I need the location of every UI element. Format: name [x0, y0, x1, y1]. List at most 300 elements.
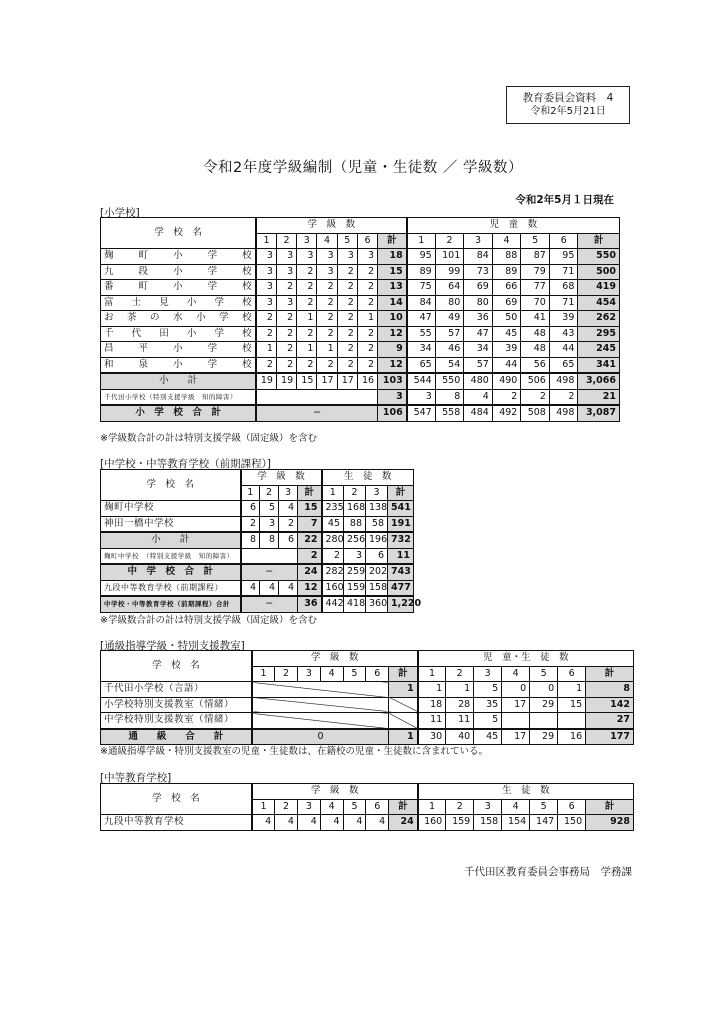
class-count: 5 — [260, 501, 279, 517]
class-count: 2 — [297, 280, 317, 296]
column-header-grade: 1 — [418, 799, 446, 815]
column-header-grade: 1 — [252, 666, 275, 682]
student-count: 34 — [464, 342, 493, 358]
column-header-total: 計 — [389, 666, 418, 682]
class-count: 2 — [256, 311, 276, 327]
column-header-grade: 1 — [241, 485, 260, 501]
class-count: 8 — [260, 532, 279, 548]
student-count: 4 — [464, 389, 493, 405]
class-count: 3 — [256, 264, 276, 280]
student-count: 80 — [464, 295, 493, 311]
school-name: 九段中等教育学校（前期課程） — [101, 580, 241, 596]
school-name: 千代田小学校（言語） — [101, 682, 252, 698]
tsukyu-note: ※通級指導学級・特別支援教室の児童・生徒数は、在籍校の児童・生徒数に含まれている。 — [100, 746, 488, 757]
class-count: 8 — [241, 532, 260, 548]
school-name: 番町小学校 — [101, 280, 257, 296]
student-count — [530, 713, 558, 729]
student-total: 142 — [586, 697, 634, 713]
student-count: 44 — [549, 342, 578, 358]
student-count: 196 — [366, 532, 388, 548]
student-total: 419 — [578, 280, 620, 296]
student-count: 77 — [521, 280, 550, 296]
table-row — [101, 311, 620, 327]
column-header-grade: 3 — [366, 485, 388, 501]
header-row — [101, 784, 634, 800]
student-total: 541 — [388, 501, 414, 517]
class-count: 2 — [317, 311, 337, 327]
class-count: 2 — [297, 264, 317, 280]
class-total — [389, 697, 418, 713]
special-needs-row — [101, 548, 453, 564]
student-count: 508 — [521, 405, 550, 421]
student-count: 11 — [446, 713, 474, 729]
class-count: 4 — [320, 815, 343, 831]
column-header-school-name: 学 校 名 — [101, 218, 257, 249]
student-total: 454 — [578, 295, 620, 311]
class-count: 2 — [276, 357, 296, 373]
column-header-total: 計 — [586, 799, 634, 815]
class-count: 17 — [337, 373, 357, 389]
header-row — [101, 470, 453, 486]
class-count: 2 — [297, 357, 317, 373]
student-count: 147 — [530, 815, 558, 831]
student-count: 44 — [492, 357, 521, 373]
column-header-grade: 6 — [558, 666, 586, 682]
column-header-grade: 4 — [502, 666, 530, 682]
column-header-grade: 2 — [446, 666, 474, 682]
column-header-grade: 2 — [260, 485, 279, 501]
column-header-students: 児 童 数 — [407, 218, 620, 234]
student-count: 84 — [464, 249, 493, 265]
class-count: 2 — [276, 326, 296, 342]
column-header-grade: 3 — [297, 666, 320, 682]
column-header-grade: 1 — [256, 233, 276, 249]
special-class-label: 千代田小学校（特別支援学級 知的障害） — [101, 389, 257, 405]
student-count: 159 — [344, 580, 366, 596]
column-header-total: 計 — [388, 485, 414, 501]
zero-cell: 0 — [252, 729, 389, 745]
student-count — [502, 713, 530, 729]
student-count: 5 — [474, 682, 502, 698]
class-count: 2 — [357, 295, 377, 311]
student-count: 1 — [446, 682, 474, 698]
school-name: 昌平小学校 — [101, 342, 257, 358]
class-count: 4 — [260, 580, 279, 596]
table-row — [101, 249, 620, 265]
student-count: 256 — [344, 532, 366, 548]
student-count: 45 — [322, 516, 344, 532]
class-count: 16 — [357, 373, 377, 389]
total-row — [101, 564, 453, 580]
class-count: 2 — [357, 342, 377, 358]
student-count: 34 — [407, 342, 436, 358]
column-header-students: 児 童・生 徒 数 — [418, 651, 634, 667]
column-header-grade: 2 — [275, 666, 298, 682]
student-count: 64 — [435, 280, 464, 296]
class-count: 2 — [357, 357, 377, 373]
school-name: 和泉小学校 — [101, 357, 257, 373]
student-count: 39 — [492, 342, 521, 358]
class-count: 4 — [343, 815, 366, 831]
column-header-grade: 1 — [322, 485, 344, 501]
student-count: 11 — [418, 713, 446, 729]
student-count: 442 — [322, 596, 344, 612]
column-header-grade: 3 — [474, 799, 502, 815]
student-total: 295 — [578, 326, 620, 342]
class-count: 2 — [337, 342, 357, 358]
class-total: 15 — [298, 501, 322, 517]
column-header-grade: 6 — [549, 233, 578, 249]
student-total: 3,066 — [578, 373, 620, 389]
class-count: 2 — [317, 357, 337, 373]
student-count: 2 — [492, 389, 521, 405]
column-header-grade: 6 — [357, 233, 377, 249]
student-count: 36 — [464, 311, 493, 327]
elementary-note: ※学級数合計の計は特別支援学級（固定級）を含む — [100, 433, 317, 444]
student-count: 2 — [549, 389, 578, 405]
student-total: 191 — [388, 516, 414, 532]
grand-total-label: 小 学 校 合 計 — [101, 405, 257, 421]
column-header-school-name: 学 校 名 — [101, 470, 241, 501]
student-total: 550 — [578, 249, 620, 265]
column-header-grade: 3 — [297, 233, 317, 249]
subtotal-row — [101, 373, 620, 389]
class-total: 14 — [378, 295, 407, 311]
class-total: 12 — [298, 580, 322, 596]
class-total: 12 — [378, 326, 407, 342]
header-row — [101, 218, 620, 234]
student-count: 2 — [521, 389, 550, 405]
student-count: 80 — [435, 295, 464, 311]
column-header-total: 計 — [389, 799, 418, 815]
class-count: 2 — [279, 516, 298, 532]
school-name: 麹町中学校 — [101, 501, 241, 517]
student-count: 150 — [558, 815, 586, 831]
column-header-grade: 3 — [474, 666, 502, 682]
class-total: 103 — [378, 373, 407, 389]
student-count: 418 — [344, 596, 366, 612]
class-count: 2 — [337, 264, 357, 280]
class-count: 2 — [357, 280, 377, 296]
table-row — [101, 501, 453, 517]
class-count: 1 — [256, 342, 276, 358]
combined-total-label: 中学校・中等教育学校（前期課程）合計 — [101, 596, 241, 612]
empty-diagonal-cell — [252, 697, 389, 713]
student-count: 202 — [366, 564, 388, 580]
column-header-grade: 1 — [252, 799, 275, 815]
column-header-grade: 4 — [320, 799, 343, 815]
school-name: 麹町小学校 — [101, 249, 257, 265]
student-total: 11 — [388, 548, 414, 564]
tsukyu-table — [100, 650, 634, 745]
column-header-grade: 5 — [343, 799, 366, 815]
column-header-grade: 2 — [344, 485, 366, 501]
class-count: 4 — [279, 501, 298, 517]
class-total: 1 — [389, 729, 418, 745]
column-header-grade: 6 — [558, 799, 586, 815]
class-count: 2 — [357, 326, 377, 342]
column-header-total: 計 — [378, 233, 407, 249]
school-name: 神田一橋中学校 — [101, 516, 241, 532]
school-name: 富士見小学校 — [101, 295, 257, 311]
student-total: 477 — [388, 580, 414, 596]
student-count: 88 — [492, 249, 521, 265]
student-count: 30 — [418, 729, 446, 745]
class-count: 4 — [241, 580, 260, 596]
student-count — [558, 713, 586, 729]
column-header-students: 生 徒 数 — [418, 784, 634, 800]
class-total: 36 — [298, 596, 322, 612]
table-row — [101, 357, 620, 373]
class-count: 3 — [276, 249, 296, 265]
student-count: 3 — [407, 389, 436, 405]
column-header-grade: 6 — [366, 666, 389, 682]
student-count: 70 — [521, 295, 550, 311]
class-count: 19 — [276, 373, 296, 389]
student-count: 71 — [549, 264, 578, 280]
student-count: 1 — [558, 682, 586, 698]
class-total: 9 — [378, 342, 407, 358]
class-count: 2 — [337, 295, 357, 311]
junior-total-label: 中 学 校 合 計 — [101, 564, 241, 580]
class-count: 17 — [317, 373, 337, 389]
class-count: 1 — [297, 311, 317, 327]
student-count: 95 — [549, 249, 578, 265]
grand-total-row — [101, 405, 620, 421]
student-count: 40 — [446, 729, 474, 745]
student-count: 29 — [530, 729, 558, 745]
table-row — [101, 516, 453, 532]
student-count: 48 — [521, 342, 550, 358]
column-header-grade: 5 — [530, 666, 558, 682]
student-total: 3,087 — [578, 405, 620, 421]
class-count: 3 — [256, 249, 276, 265]
class-count: 3 — [357, 249, 377, 265]
column-header-total: 計 — [298, 485, 322, 501]
student-total: 8 — [586, 682, 634, 698]
student-total: 743 — [388, 564, 414, 580]
column-header-classes: 学 級 数 — [252, 784, 418, 800]
class-count: 3 — [297, 249, 317, 265]
footer-department: 千代田区教育委員会事務局 学務課 — [464, 866, 632, 878]
student-count: 45 — [474, 729, 502, 745]
class-count: 3 — [260, 516, 279, 532]
student-count: 49 — [435, 311, 464, 327]
class-total: 2 — [298, 548, 322, 564]
student-total: 177 — [586, 729, 634, 745]
empty-cell — [256, 389, 377, 405]
tsukyu-section-label: [通級指導学級・特別支援教室] — [100, 640, 245, 652]
student-count: 550 — [435, 373, 464, 389]
column-header-grade: 4 — [502, 799, 530, 815]
student-count: 65 — [407, 357, 436, 373]
student-count: 484 — [464, 405, 493, 421]
dash-cell: − — [241, 596, 298, 612]
student-total: 262 — [578, 311, 620, 327]
table-row — [101, 295, 620, 311]
student-count: 2 — [322, 548, 344, 564]
student-count: 69 — [492, 295, 521, 311]
student-count: 50 — [492, 311, 521, 327]
class-count: 2 — [317, 326, 337, 342]
class-count: 3 — [276, 264, 296, 280]
student-count: 3 — [344, 548, 366, 564]
student-count: 138 — [366, 501, 388, 517]
student-count: 259 — [344, 564, 366, 580]
student-total: 1,220 — [388, 596, 414, 612]
student-count: 18 — [418, 697, 446, 713]
student-count: 5 — [474, 713, 502, 729]
school-name: 九段小学校 — [101, 264, 257, 280]
column-header-grade: 4 — [492, 233, 521, 249]
column-header-students: 生 徒 数 — [322, 470, 414, 486]
student-count: 490 — [492, 373, 521, 389]
student-count: 282 — [322, 564, 344, 580]
class-count: 2 — [256, 326, 276, 342]
column-header-grade: 5 — [530, 799, 558, 815]
student-count: 0 — [530, 682, 558, 698]
column-header-grade: 1 — [407, 233, 436, 249]
student-total: 27 — [586, 713, 634, 729]
school-name: 千代田小学校 — [101, 326, 257, 342]
class-count: 2 — [241, 516, 260, 532]
school-name: 中学校特別支援教室（情緒） — [101, 713, 252, 729]
student-count: 360 — [366, 596, 388, 612]
class-count: 2 — [276, 342, 296, 358]
student-count: 154 — [502, 815, 530, 831]
column-header-grade: 4 — [320, 666, 343, 682]
junior-note: ※学級数合計の計は特別支援学級（固定級）を含む — [100, 615, 317, 626]
student-total: 732 — [388, 532, 414, 548]
special-class-label: 麹町中学校 （特別支援学級 知的障害） — [101, 548, 241, 564]
subtotal-row — [101, 532, 453, 548]
column-header-grade: 3 — [279, 485, 298, 501]
student-count: 39 — [549, 311, 578, 327]
student-count: 159 — [446, 815, 474, 831]
class-count: 2 — [317, 280, 337, 296]
class-count: 2 — [337, 311, 357, 327]
student-total: 341 — [578, 357, 620, 373]
class-count: 2 — [317, 295, 337, 311]
class-total: 10 — [378, 311, 407, 327]
column-header-grade: 3 — [464, 233, 493, 249]
student-count: 558 — [435, 405, 464, 421]
student-count: 75 — [407, 280, 436, 296]
student-count: 8 — [435, 389, 464, 405]
class-count: 3 — [276, 295, 296, 311]
student-count: 88 — [344, 516, 366, 532]
class-count: 4 — [275, 815, 298, 831]
secondary-table — [100, 783, 634, 831]
meeting-stamp-box — [506, 86, 630, 124]
tsukyu-total-label: 通 級 合 計 — [101, 729, 252, 745]
dash-cell: − — [241, 564, 298, 580]
student-count: 57 — [464, 357, 493, 373]
class-count: 2 — [256, 357, 276, 373]
table-row — [101, 580, 453, 596]
student-count: 69 — [464, 280, 493, 296]
student-count: 17 — [502, 697, 530, 713]
table-row — [101, 713, 634, 729]
empty-diagonal-cell — [252, 682, 389, 698]
class-count: 3 — [256, 295, 276, 311]
class-total: 24 — [298, 564, 322, 580]
column-header-classes: 学 級 数 — [256, 218, 407, 234]
empty-diagonal-cell — [252, 713, 389, 729]
student-count: 45 — [492, 326, 521, 342]
student-count: 498 — [549, 405, 578, 421]
student-count: 71 — [549, 295, 578, 311]
student-count: 160 — [322, 580, 344, 596]
stamp-line-1: 教育委員会資料 4 — [522, 92, 614, 104]
student-count: 6 — [366, 548, 388, 564]
column-header-classes: 学 級 数 — [241, 470, 322, 486]
column-header-grade: 4 — [317, 233, 337, 249]
class-count: 4 — [297, 815, 320, 831]
subtotal-label: 小 計 — [101, 373, 257, 389]
class-count: 2 — [276, 280, 296, 296]
class-count: 1 — [317, 342, 337, 358]
student-count: 48 — [521, 326, 550, 342]
student-count: 498 — [549, 373, 578, 389]
class-count: 2 — [337, 326, 357, 342]
table-row — [101, 815, 634, 831]
student-count: 99 — [435, 264, 464, 280]
class-count: 6 — [279, 532, 298, 548]
dash-cell: − — [256, 405, 377, 421]
student-total: 245 — [578, 342, 620, 358]
student-count: 101 — [435, 249, 464, 265]
column-header-grade: 3 — [297, 799, 320, 815]
stamp-line-2: 令和2年5月21日 — [530, 106, 606, 117]
student-count: 35 — [474, 697, 502, 713]
class-count: 4 — [366, 815, 389, 831]
student-count: 57 — [435, 326, 464, 342]
class-count: 2 — [297, 295, 317, 311]
school-name: 九段中等教育学校 — [101, 815, 252, 831]
junior-section-label: [中学校・中等教育学校（前期課程）] — [100, 458, 271, 470]
class-count: 6 — [241, 501, 260, 517]
column-header-grade: 2 — [446, 799, 474, 815]
elementary-section-label: [小学校] — [100, 207, 140, 219]
student-count: 68 — [549, 280, 578, 296]
column-header-grade: 5 — [343, 666, 366, 682]
student-total: 928 — [586, 815, 634, 831]
class-count: 15 — [297, 373, 317, 389]
class-count: 2 — [357, 264, 377, 280]
student-count: 47 — [464, 326, 493, 342]
column-header-classes: 学 級 数 — [252, 651, 418, 667]
page-title: 令和2年度学級編制（児童・生徒数 ／ 学級数） — [203, 160, 523, 176]
student-count: 73 — [464, 264, 493, 280]
student-count: 43 — [549, 326, 578, 342]
class-count: 3 — [317, 249, 337, 265]
header-row — [101, 651, 634, 667]
student-count: 54 — [435, 357, 464, 373]
class-total: 7 — [298, 516, 322, 532]
combined-total-row — [101, 596, 453, 612]
class-count: 1 — [357, 311, 377, 327]
student-count: 280 — [322, 532, 344, 548]
column-header-school-name: 学 校 名 — [101, 651, 252, 682]
table-row — [101, 264, 620, 280]
class-count: 19 — [256, 373, 276, 389]
elementary-table — [100, 217, 620, 422]
class-total: 1 — [389, 682, 418, 698]
student-count: 158 — [474, 815, 502, 831]
student-count: 29 — [530, 697, 558, 713]
as-of-date: 令和2年5月１日現在 — [515, 194, 614, 206]
